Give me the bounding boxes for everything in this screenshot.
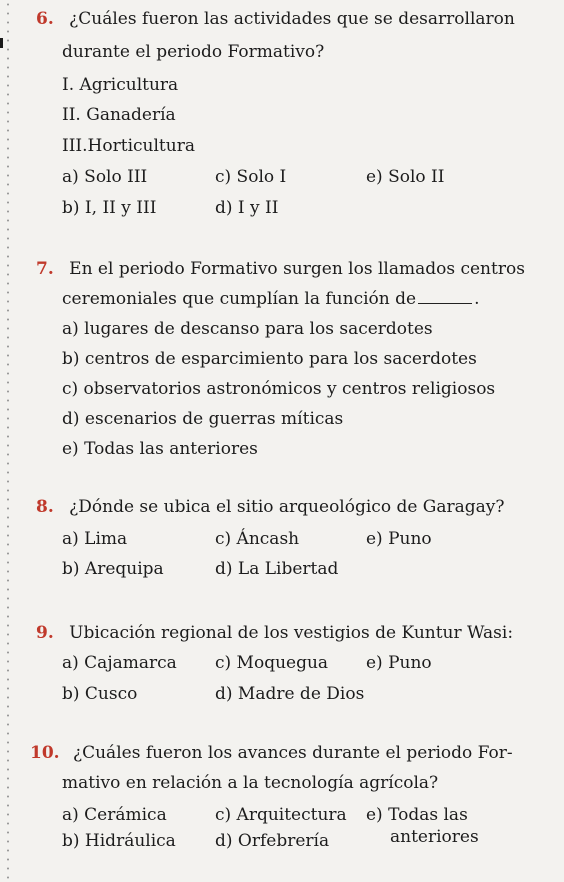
question-7-number: 7. [36,259,54,279]
question-7-text-1: En el periodo Formativo surgen los llamados centros [69,259,525,279]
question-6-option-a[interactable]: a) Solo III [62,167,148,187]
question-10-line-1 [30,742,513,764]
question-7-option-e[interactable]: e) Todas las anteriores [62,439,258,459]
question-6-number: 6. [36,9,54,29]
question-9-option-b[interactable]: b) Cusco [62,684,138,704]
question-9-option-c[interactable]: c) Moquegua [215,653,329,673]
answer-blank [418,289,472,304]
question-10-line-2: mativo en relación a la tecnología agrícola? [62,773,439,793]
question-6-item-3: III.Horticultura [62,136,195,156]
question-7-period: . [474,289,480,309]
question-10-option-d[interactable]: d) Orfebrería [215,831,330,851]
question-6-item-2: II. Ganadería [62,105,176,125]
question-10-option-e[interactable]: e) Todas las [366,805,468,825]
question-6-text-1: ¿Cuáles fueron las actividades que se desarrollaron [69,9,515,29]
question-9-number: 9. [36,623,54,643]
question-8-option-c[interactable]: c) Áncash [215,529,300,549]
question-6-line-1 [36,8,515,30]
question-8-line-1 [36,496,505,518]
question-9-option-a[interactable]: a) Cajamarca [62,653,177,673]
question-10-text-1: ¿Cuáles fueron los avances durante el periodo For- [72,743,513,763]
question-7-option-d[interactable]: d) escenarios de guerras míticas [62,409,344,429]
question-7-option-b[interactable]: b) centros de esparcimiento para los sacerdotes [62,349,477,369]
question-8-option-b[interactable]: b) Arequipa [62,559,164,579]
question-6-item-1: I. Agricultura [62,75,179,95]
question-8-text-1: ¿Dónde se ubica el sitio arqueológico de Garagay? [69,497,505,517]
question-8-option-e[interactable]: e) Puno [366,529,432,549]
margin-dots [6,0,10,882]
question-6-option-b[interactable]: b) I, II y III [62,198,157,218]
question-6-option-e[interactable]: e) Solo II [366,167,445,187]
question-8-number: 8. [36,497,54,517]
question-7-option-c[interactable]: c) observatorios astronómicos y centros religiosos [62,379,496,399]
question-9-text-1: Ubicación regional de los vestigios de Kuntur Wasi: [69,623,514,643]
question-6-option-c[interactable]: c) Solo I [215,167,287,187]
question-8-option-a[interactable]: a) Lima [62,529,128,549]
question-9-line-1 [36,622,513,644]
question-10-option-e-continued: anteriores [390,827,479,847]
question-10-option-b[interactable]: b) Hidráulica [62,831,176,851]
question-10-number: 10. [30,743,60,763]
question-8-option-d[interactable]: d) La Libertad [215,559,339,579]
question-9-option-d[interactable]: d) Madre de Dios [215,684,365,704]
question-10-option-c[interactable]: c) Arquitectura [215,805,347,825]
question-10-option-a[interactable]: a) Cerámica [62,805,167,825]
question-7-text-2: ceremoniales que cumplían la función de [62,289,417,309]
question-7-line-2 [62,288,479,310]
question-7-line-1 [36,258,525,280]
question-6-line-2: durante el periodo Formativo? [62,42,325,62]
question-9-option-e[interactable]: e) Puno [366,653,432,673]
question-6-option-d[interactable]: d) I y II [215,198,279,218]
question-7-option-a[interactable]: a) lugares de descanso para los sacerdotes [62,319,433,339]
edge-mark [0,38,3,48]
